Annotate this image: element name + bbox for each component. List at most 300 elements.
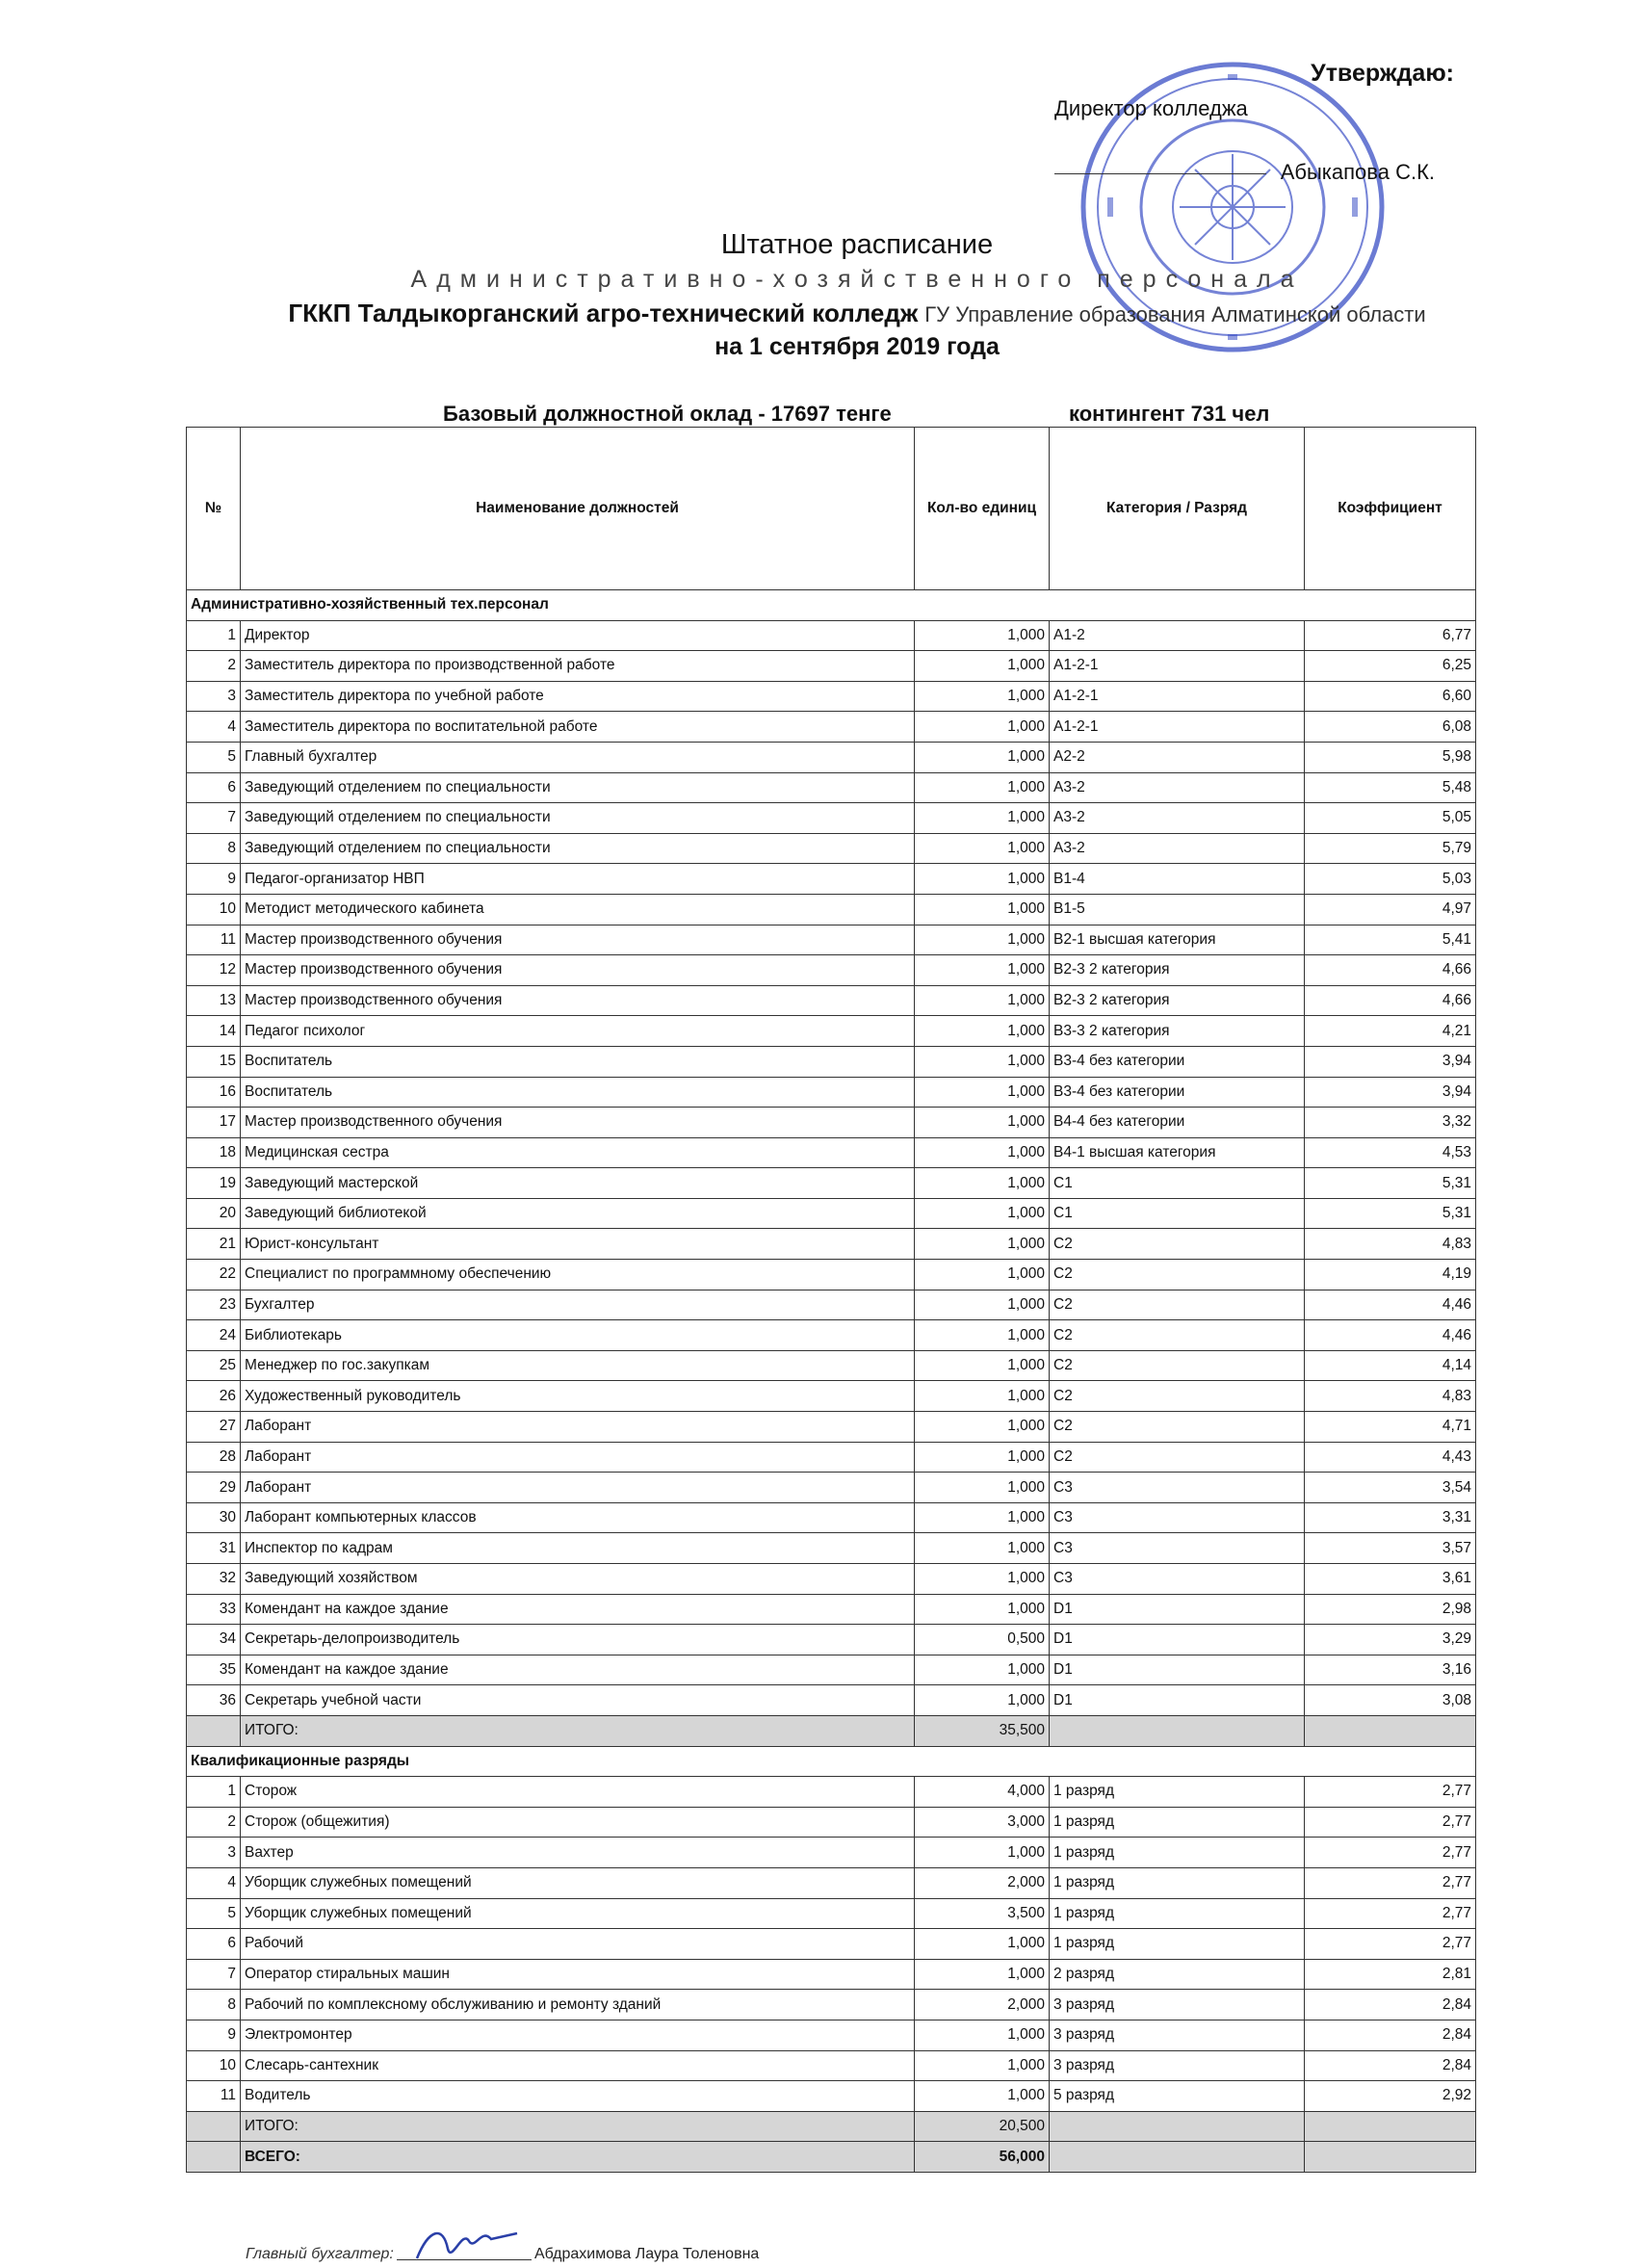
row-category: 3 разряд [1050,1990,1305,2020]
row-quantity: 1,000 [915,1168,1050,1199]
row-quantity: 1,000 [915,1350,1050,1381]
row-position-name: Лаборант [241,1473,915,1503]
row-quantity: 1,000 [915,1594,1050,1625]
row-position-name: Оператор стиральных машин [241,1959,915,1990]
subtotal-quantity: 35,500 [915,1715,1050,1746]
organization-line [0,299,1637,328]
table-row [187,1625,1476,1655]
row-category: А2-2 [1050,742,1305,772]
table-row [187,1838,1476,1868]
row-quantity: 1,000 [915,864,1050,895]
subtotal-row [187,1715,1476,1746]
subtotal-category-empty [1050,2111,1305,2142]
organization-authority: ГУ Управление образования Алматинской области [924,302,1426,326]
row-position-name: Сторож [241,1777,915,1808]
table-row [187,803,1476,834]
row-position-name: Уборщик служебных помещений [241,1867,915,1898]
table-row [187,1077,1476,1108]
table-row [187,1260,1476,1290]
row-category: В1-5 [1050,894,1305,925]
base-salary: Базовый должностной оклад - 17697 тенге [443,402,892,426]
row-quantity: 1,000 [915,1137,1050,1168]
section-row [187,590,1476,621]
row-number: 6 [187,772,241,803]
row-position-name: Заведующий библиотекой [241,1198,915,1229]
section-row [187,1746,1476,1777]
row-coefficient: 5,41 [1305,925,1476,955]
row-number: 4 [187,1867,241,1898]
approval-signature-line [1054,173,1266,174]
row-quantity: 1,000 [915,1260,1050,1290]
table-row [187,1320,1476,1351]
row-quantity: 2,000 [915,1990,1050,2020]
row-number: 3 [187,681,241,712]
row-coefficient: 2,77 [1305,1898,1476,1929]
row-number: 9 [187,864,241,895]
row-quantity: 1,000 [915,712,1050,743]
document-subtitle: Административно-хозяйственного персонала [410,266,1304,293]
row-quantity: 1,000 [915,681,1050,712]
row-category: А1-2 [1050,620,1305,651]
row-category: 5 разряд [1050,2081,1305,2112]
row-coefficient: 4,19 [1305,1260,1476,1290]
row-quantity: 1,000 [915,1046,1050,1077]
row-coefficient: 4,83 [1305,1381,1476,1412]
grand-total-row [187,2142,1476,2173]
row-quantity: 1,000 [915,955,1050,986]
row-position-name: Заведующий отделением по специальности [241,772,915,803]
row-number: 20 [187,1198,241,1229]
table-row [187,925,1476,955]
row-number: 8 [187,833,241,864]
subtotal-empty [187,2111,241,2142]
row-position-name: Лаборант [241,1412,915,1443]
table-row [187,712,1476,743]
row-coefficient: 2,77 [1305,1777,1476,1808]
row-position-name: Электромонтер [241,2020,915,2050]
row-coefficient: 2,92 [1305,2081,1476,2112]
row-position-name: Заведующий отделением по специальности [241,833,915,864]
row-position-name: Педагог-организатор НВП [241,864,915,895]
header-position-name: Наименование должностей [241,428,915,590]
row-position-name: Медицинская сестра [241,1137,915,1168]
row-coefficient: 5,03 [1305,864,1476,895]
table-row [187,2050,1476,2081]
row-category: С2 [1050,1290,1305,1320]
table-row [187,1867,1476,1898]
table-row [187,1350,1476,1381]
row-quantity: 1,000 [915,651,1050,682]
header-category: Категория / Разряд [1050,428,1305,590]
row-category: А3-2 [1050,833,1305,864]
row-position-name: Слесарь-сантехник [241,2050,915,2081]
row-category: D1 [1050,1655,1305,1685]
row-number: 5 [187,1898,241,1929]
row-number: 26 [187,1381,241,1412]
row-coefficient: 2,77 [1305,1929,1476,1960]
row-number: 7 [187,803,241,834]
row-position-name: Заместитель директора по производственной работе [241,651,915,682]
table-row [187,1168,1476,1199]
table-row [187,1594,1476,1625]
row-quantity: 1,000 [915,1108,1050,1138]
row-quantity: 1,000 [915,1533,1050,1564]
row-category: D1 [1050,1685,1305,1716]
row-quantity: 1,000 [915,1929,1050,1960]
row-quantity: 1,000 [915,1077,1050,1108]
row-category: 3 разряд [1050,2020,1305,2050]
table-row [187,651,1476,682]
row-number: 29 [187,1473,241,1503]
row-position-name: Главный бухгалтер [241,742,915,772]
row-quantity: 1,000 [915,1320,1050,1351]
header-quantity: Кол-во единиц [915,428,1050,590]
table-row [187,1473,1476,1503]
grand-total-coefficient-empty [1305,2142,1476,2173]
row-quantity: 3,000 [915,1807,1050,1838]
row-quantity: 2,000 [915,1867,1050,1898]
row-coefficient: 5,31 [1305,1198,1476,1229]
row-position-name: Мастер производственного обучения [241,925,915,955]
row-position-name: Педагог психолог [241,1016,915,1047]
row-quantity: 1,000 [915,1838,1050,1868]
approval-block [1040,58,1483,193]
row-position-name: Вахтер [241,1838,915,1868]
row-coefficient: 3,29 [1305,1625,1476,1655]
row-number: 8 [187,1990,241,2020]
contingent: контингент 731 чел [1069,402,1270,426]
row-coefficient: 3,54 [1305,1473,1476,1503]
row-number: 13 [187,985,241,1016]
row-coefficient: 6,60 [1305,681,1476,712]
row-coefficient: 3,94 [1305,1046,1476,1077]
row-position-name: Директор [241,620,915,651]
table-row [187,1564,1476,1595]
row-number: 35 [187,1655,241,1685]
row-category: С3 [1050,1564,1305,1595]
row-coefficient: 2,84 [1305,2050,1476,2081]
row-coefficient: 3,08 [1305,1685,1476,1716]
row-quantity: 3,500 [915,1898,1050,1929]
row-category: А3-2 [1050,772,1305,803]
row-number: 21 [187,1229,241,1260]
row-coefficient: 3,31 [1305,1502,1476,1533]
table-row [187,2081,1476,2112]
row-position-name: Художественный руководитель [241,1381,915,1412]
table-row [187,1959,1476,1990]
table-row [187,1229,1476,1260]
row-category: С2 [1050,1442,1305,1473]
row-position-name: Рабочий [241,1929,915,1960]
row-position-name: Мастер производственного обучения [241,985,915,1016]
approval-title: Утверждаю: [1311,60,1454,87]
footer-label: Главный бухгалтер: [246,2246,394,2262]
row-coefficient: 4,46 [1305,1290,1476,1320]
row-number: 3 [187,1838,241,1868]
row-position-name: Библиотекарь [241,1320,915,1351]
row-category: В3-4 без категории [1050,1046,1305,1077]
row-number: 1 [187,1777,241,1808]
row-coefficient: 6,08 [1305,712,1476,743]
row-category: D1 [1050,1594,1305,1625]
table-header-row [187,428,1476,590]
subtotal-coefficient-empty [1305,2111,1476,2142]
row-category: 3 разряд [1050,2050,1305,2081]
row-number: 11 [187,925,241,955]
row-position-name: Заместитель директора по воспитательной работе [241,712,915,743]
section-title: Административно-хозяйственный тех.персонал [187,590,1476,621]
row-category: 1 разряд [1050,1777,1305,1808]
row-number: 9 [187,2020,241,2050]
row-quantity: 1,000 [915,1685,1050,1716]
row-number: 15 [187,1046,241,1077]
row-position-name: Юрист-консультант [241,1229,915,1260]
approval-name: Абыкапова С.К. [1280,160,1435,184]
row-quantity: 1,000 [915,1381,1050,1412]
row-quantity: 1,000 [915,1502,1050,1533]
table-row [187,955,1476,986]
row-number: 24 [187,1320,241,1351]
row-quantity: 1,000 [915,1959,1050,1990]
row-category: С3 [1050,1473,1305,1503]
table-row [187,1016,1476,1047]
table-row [187,1046,1476,1077]
table-row [187,1898,1476,1929]
row-coefficient: 2,98 [1305,1594,1476,1625]
row-quantity: 1,000 [915,985,1050,1016]
subtotal-quantity: 20,500 [915,2111,1050,2142]
row-number: 30 [187,1502,241,1533]
row-number: 7 [187,1959,241,1990]
row-position-name: Менеджер по гос.закупкам [241,1350,915,1381]
row-category: 1 разряд [1050,1898,1305,1929]
row-quantity: 1,000 [915,1655,1050,1685]
grand-total-quantity: 56,000 [915,2142,1050,2173]
table-row [187,894,1476,925]
row-category: В1-4 [1050,864,1305,895]
row-category: 1 разряд [1050,1807,1305,1838]
row-category: В2-3 2 категория [1050,955,1305,986]
row-position-name: Секретарь учебной части [241,1685,915,1716]
table-row [187,1685,1476,1716]
row-position-name: Комендант на каждое здание [241,1594,915,1625]
row-category: С2 [1050,1260,1305,1290]
subtotal-category-empty [1050,1715,1305,1746]
table-row [187,1198,1476,1229]
row-category: В3-3 2 категория [1050,1016,1305,1047]
row-position-name: Лаборант компьютерных классов [241,1502,915,1533]
row-coefficient: 2,84 [1305,1990,1476,2020]
row-quantity: 1,000 [915,772,1050,803]
row-quantity: 1,000 [915,1412,1050,1443]
row-quantity: 1,000 [915,620,1050,651]
row-quantity: 1,000 [915,894,1050,925]
row-position-name: Уборщик служебных помещений [241,1898,915,1929]
row-category: А3-2 [1050,803,1305,834]
row-number: 5 [187,742,241,772]
row-quantity: 0,500 [915,1625,1050,1655]
table-row [187,681,1476,712]
row-number: 16 [187,1077,241,1108]
table-row [187,1290,1476,1320]
table-row [187,1990,1476,2020]
row-position-name: Водитель [241,2081,915,2112]
row-position-name: Бухгалтер [241,1290,915,1320]
grand-total-category-empty [1050,2142,1305,2173]
row-quantity: 1,000 [915,1564,1050,1595]
row-number: 1 [187,620,241,651]
row-category: А1-2-1 [1050,712,1305,743]
row-position-name: Заведующий мастерской [241,1168,915,1199]
document-title: Штатное расписание [720,229,994,260]
row-number: 22 [187,1260,241,1290]
row-number: 2 [187,1807,241,1838]
row-category: В2-3 2 категория [1050,985,1305,1016]
table-row [187,1533,1476,1564]
table-row [187,1108,1476,1138]
row-coefficient: 5,98 [1305,742,1476,772]
row-category: 1 разряд [1050,1838,1305,1868]
row-position-name: Методист методического кабинета [241,894,915,925]
row-quantity: 1,000 [915,2081,1050,2112]
row-number: 14 [187,1016,241,1047]
row-number: 31 [187,1533,241,1564]
subtotal-label: ИТОГО: [241,1715,915,1746]
row-category: С1 [1050,1168,1305,1199]
subtotal-label: ИТОГО: [241,2111,915,2142]
row-number: 6 [187,1929,241,1960]
row-number: 28 [187,1442,241,1473]
table-row [187,772,1476,803]
row-category: С2 [1050,1412,1305,1443]
row-number: 23 [187,1290,241,1320]
table-row [187,742,1476,772]
table-row [187,833,1476,864]
table-row [187,985,1476,1016]
row-coefficient: 4,71 [1305,1412,1476,1443]
row-quantity: 1,000 [915,1229,1050,1260]
row-category: А1-2-1 [1050,681,1305,712]
row-coefficient: 6,25 [1305,651,1476,682]
grand-total-empty [187,2142,241,2173]
footer-signature-line [397,2259,532,2260]
row-quantity: 1,000 [915,1473,1050,1503]
row-quantity: 1,000 [915,1442,1050,1473]
footer-name: Абдрахимова Лаура Толеновна [534,2246,760,2262]
row-coefficient: 4,66 [1305,985,1476,1016]
row-number: 33 [187,1594,241,1625]
row-quantity: 1,000 [915,833,1050,864]
row-category: В2-1 высшая категория [1050,925,1305,955]
row-category: С1 [1050,1198,1305,1229]
staff-table [186,427,1476,2173]
table-row [187,620,1476,651]
row-quantity: 1,000 [915,742,1050,772]
row-coefficient: 6,77 [1305,620,1476,651]
subtotal-empty [187,1715,241,1746]
table-row [187,1137,1476,1168]
row-coefficient: 4,21 [1305,1016,1476,1047]
row-number: 27 [187,1412,241,1443]
row-position-name: Специалист по программному обеспечению [241,1260,915,1290]
row-number: 2 [187,651,241,682]
section-title: Квалификационные разряды [187,1746,1476,1777]
row-coefficient: 4,43 [1305,1442,1476,1473]
header-num: № [187,428,241,590]
row-category: 2 разряд [1050,1959,1305,1990]
row-category: С2 [1050,1229,1305,1260]
table-row [187,864,1476,895]
row-category: С2 [1050,1320,1305,1351]
row-coefficient: 2,77 [1305,1838,1476,1868]
row-position-name: Заведующий отделением по специальности [241,803,915,834]
row-position-name: Секретарь-делопроизводитель [241,1625,915,1655]
row-position-name: Сторож (общежития) [241,1807,915,1838]
row-number: 25 [187,1350,241,1381]
header-coefficient: Коэффициент [1305,428,1476,590]
row-coefficient: 2,84 [1305,2020,1476,2050]
row-position-name: Заместитель директора по учебной работе [241,681,915,712]
row-category: А1-2-1 [1050,651,1305,682]
row-coefficient: 3,94 [1305,1077,1476,1108]
row-position-name: Заведующий хозяйством [241,1564,915,1595]
row-coefficient: 4,83 [1305,1229,1476,1260]
row-category: 1 разряд [1050,1929,1305,1960]
row-category: В3-4 без категории [1050,1077,1305,1108]
staff-table-body [187,590,1476,2173]
table-row [187,1412,1476,1443]
row-quantity: 1,000 [915,803,1050,834]
row-category: В4-1 высшая категория [1050,1137,1305,1168]
row-position-name: Воспитатель [241,1077,915,1108]
row-position-name: Воспитатель [241,1046,915,1077]
grand-total-label: ВСЕГО: [241,2142,915,2173]
row-category: 1 разряд [1050,1867,1305,1898]
table-row [187,1381,1476,1412]
row-coefficient: 3,61 [1305,1564,1476,1595]
row-category: С3 [1050,1502,1305,1533]
row-coefficient: 3,32 [1305,1108,1476,1138]
row-coefficient: 4,97 [1305,894,1476,925]
row-number: 18 [187,1137,241,1168]
row-coefficient: 2,77 [1305,1867,1476,1898]
row-position-name: Рабочий по комплексному обслуживанию и ремонту зданий [241,1990,915,2020]
row-coefficient: 5,05 [1305,803,1476,834]
row-quantity: 1,000 [915,925,1050,955]
row-number: 34 [187,1625,241,1655]
row-coefficient: 4,66 [1305,955,1476,986]
table-row [187,2020,1476,2050]
row-number: 36 [187,1685,241,1716]
table-row [187,1442,1476,1473]
row-quantity: 1,000 [915,1198,1050,1229]
row-number: 4 [187,712,241,743]
row-position-name: Мастер производственного обучения [241,1108,915,1138]
row-coefficient: 5,48 [1305,772,1476,803]
row-position-name: Инспектор по кадрам [241,1533,915,1564]
row-category: D1 [1050,1625,1305,1655]
table-row [187,1502,1476,1533]
row-coefficient: 4,14 [1305,1350,1476,1381]
subtotal-row [187,2111,1476,2142]
row-coefficient: 3,16 [1305,1655,1476,1685]
row-quantity: 1,000 [915,1016,1050,1047]
row-number: 17 [187,1108,241,1138]
document-date: на 1 сентября 2019 года [715,333,1000,360]
row-coefficient: 3,57 [1305,1533,1476,1564]
row-category: В4-4 без категории [1050,1108,1305,1138]
row-category: С2 [1050,1381,1305,1412]
